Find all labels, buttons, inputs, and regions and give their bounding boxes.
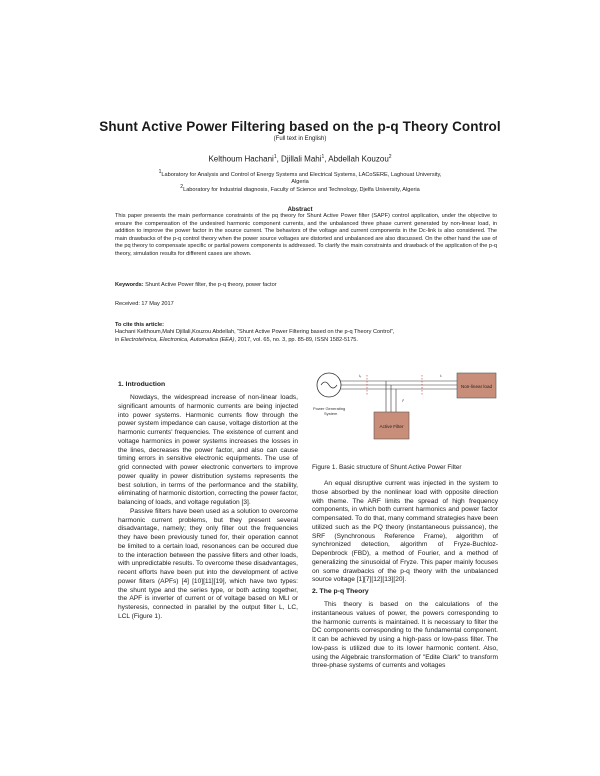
intro-column: [118, 394, 298, 622]
keywords-label: Keywords:: [115, 282, 144, 288]
affiliation-2-text: Laboratory for Industrial diagnosis, Faculty of Science and Technology, Djelfa University, Algeria: [183, 186, 420, 193]
citation-heading: To cite this article:: [115, 322, 165, 328]
affiliation-2: [100, 184, 500, 194]
author-1: Kelthoum Hachani: [208, 154, 274, 164]
abstract-body: This paper presents the main performance constraints of the pq theory for Shunt Active Power filter (SAPF) control application, under the objective to ensure the compensation of the undesired harmonic component currents, and the unbalanced three phase current generated by non-linear load, in addition to improve the power factor in the source current. The behaviors of the voltage and current components in the Dc-link is also considered. The main drawbacks of the p-q control theory when the power source voltages are distorted and unbalanced are also discussed. On the other hand the use of the pq theory to compensate specific or partial powers components is addressed. To clarify the main constraints and drawback of the application of the p-q theory, simulation results for different cases are shown.: [115, 213, 497, 257]
source-current-label: iₛ: [359, 373, 362, 378]
author-list: [0, 154, 600, 164]
right-column-top: [312, 480, 498, 585]
author-3: , Abdellah Kouzou: [324, 154, 389, 164]
paper-subtitle: (Full text in English): [273, 136, 327, 142]
affiliation-1-mark: 1: [158, 169, 162, 175]
right-column-bottom: [312, 601, 498, 671]
section-1-heading: 1. Introduction: [118, 381, 166, 388]
figure-1-diagram: [312, 372, 498, 452]
keywords: [115, 282, 497, 288]
affiliation-1-country: Algeria: [291, 178, 309, 185]
intro-paragraph-1: Nowdays, the widespread increase of non-linear loads, significant amounts of harmonic currents are being injected into power systems. Harmonic currents flow through the power system impedance can cause, voltage distortion at the harmonic currents' frequencies. The existence of current and voltage harmonics in power systems increases the losses in the lines, decreases the power factor, and also can cause timing errors in sensitive electronic equipments. The use of grid connected with power electronic converters to improve power quality in power distribution systems represents the best solution, in terms of the performance and the stability, eliminating of harmonic distortion, correcting the power factor, balancing of loads, and voltage regulation [3].: [118, 394, 298, 506]
keywords-text: Shunt Active Power filter, the p-q theory, power factor: [145, 282, 277, 288]
active-filter-label: Active Filter: [379, 424, 404, 429]
section-2-heading: 2. The p-q Theory: [312, 588, 369, 595]
citation-line-1: Hachani Kelthoum,Mahi Djillali,Kouzou Abdellah, “Shunt Active Power Filtering based on the p-q Theory Control”,: [115, 329, 395, 335]
power-source-label-2: System: [324, 411, 338, 416]
right-paragraph-1: An equal disruptive current was injected in the system to those absorbed by the nonlinear load with opposite direction with theme. The ARF limits the spread of high frequency components, in which both current harmonics and power factor compensated. To do that, many command strategies have been utilized such as the PQ theory (instantaneous puissance), the SRF (Synchronous Reference Frame), algorithm of synchronized detection, algorithm of Fryze-Buchloz-Depenbrock (FBD), a method of Fourier, and a method of generalizing the sinusoidal of Fryze. This paper mainly focuses on some drawbacks of the p-q theory with the unbalanced source voltage [1][7][12][13][20].: [312, 480, 498, 584]
author-2-mark: 1: [321, 154, 325, 160]
right-paragraph-2: This theory is based on the calculations of the instantaneous values of power, the powers corresponding to the harmonic currents is maintained. It is necessary to filter the DC components corresponding to the fundamental component. It can be achieved by using a high-pass or low-pass filter. The low-pass is utilized due to its lower harmonic content. Also, using the Algebraic transformation of "Edite Clark" to transform three-phase systems of currents and voltages: [312, 601, 498, 670]
author-2: , Djillali Mahi: [276, 154, 322, 164]
citation-details: , 2017, vol. 65, no. 3, pp. 85-89, ISSN 1582-5175.: [234, 336, 358, 343]
sine-wave-icon: [321, 382, 337, 388]
power-source-label-1: Power Generating: [313, 406, 346, 411]
nonlinear-load-label: Non-linear load: [460, 384, 493, 389]
filter-current-label: iᶠ: [402, 398, 404, 403]
citation-journal: Electrotehnica, Electronica, Automatica (EEA): [120, 336, 235, 343]
received-date: Received: 17 May 2017: [115, 301, 174, 307]
citation-in: in: [115, 336, 121, 343]
paper-title: Shunt Active Power Filtering based on the p-q Theory Control: [99, 119, 501, 134]
author-3-mark: 2: [388, 154, 392, 160]
author-1-mark: 1: [273, 154, 277, 160]
citation-text: [115, 329, 500, 344]
intro-paragraph-2: Passive filters have been used as a solution to overcome harmonic current problems, but they present several disadvantage, namely; they only filter out the frequencies they have been previously tuned for, their operation cannot be limited to a certain load, resonances can be occured due to the interaction between the passive filters and other loads, with unpredictable results. To overcome these disadvantages, recent efforts have been put into the development of active power filters (APFs) [4] [10][11][19], which have two types: the shunt type and the series type, or both acting together, the APF is inverter of current or of voltage based on MLI or hysteresis, connected in parallel by the output filter L, LC, LCL (Figure 1).: [118, 507, 298, 620]
affiliation-2-mark: 2: [180, 184, 184, 190]
abstract-heading: Abstract: [287, 206, 313, 213]
figure-1-caption: Figure 1. Basic structure of Shunt Active Power Filter: [312, 464, 462, 471]
affiliation-1-text: Laboratory for Analysis and Control of Energy Systems and Electrical Systems, LACoSERE, Laghouat University,: [161, 171, 442, 178]
load-current-label: iₗ: [440, 373, 442, 378]
